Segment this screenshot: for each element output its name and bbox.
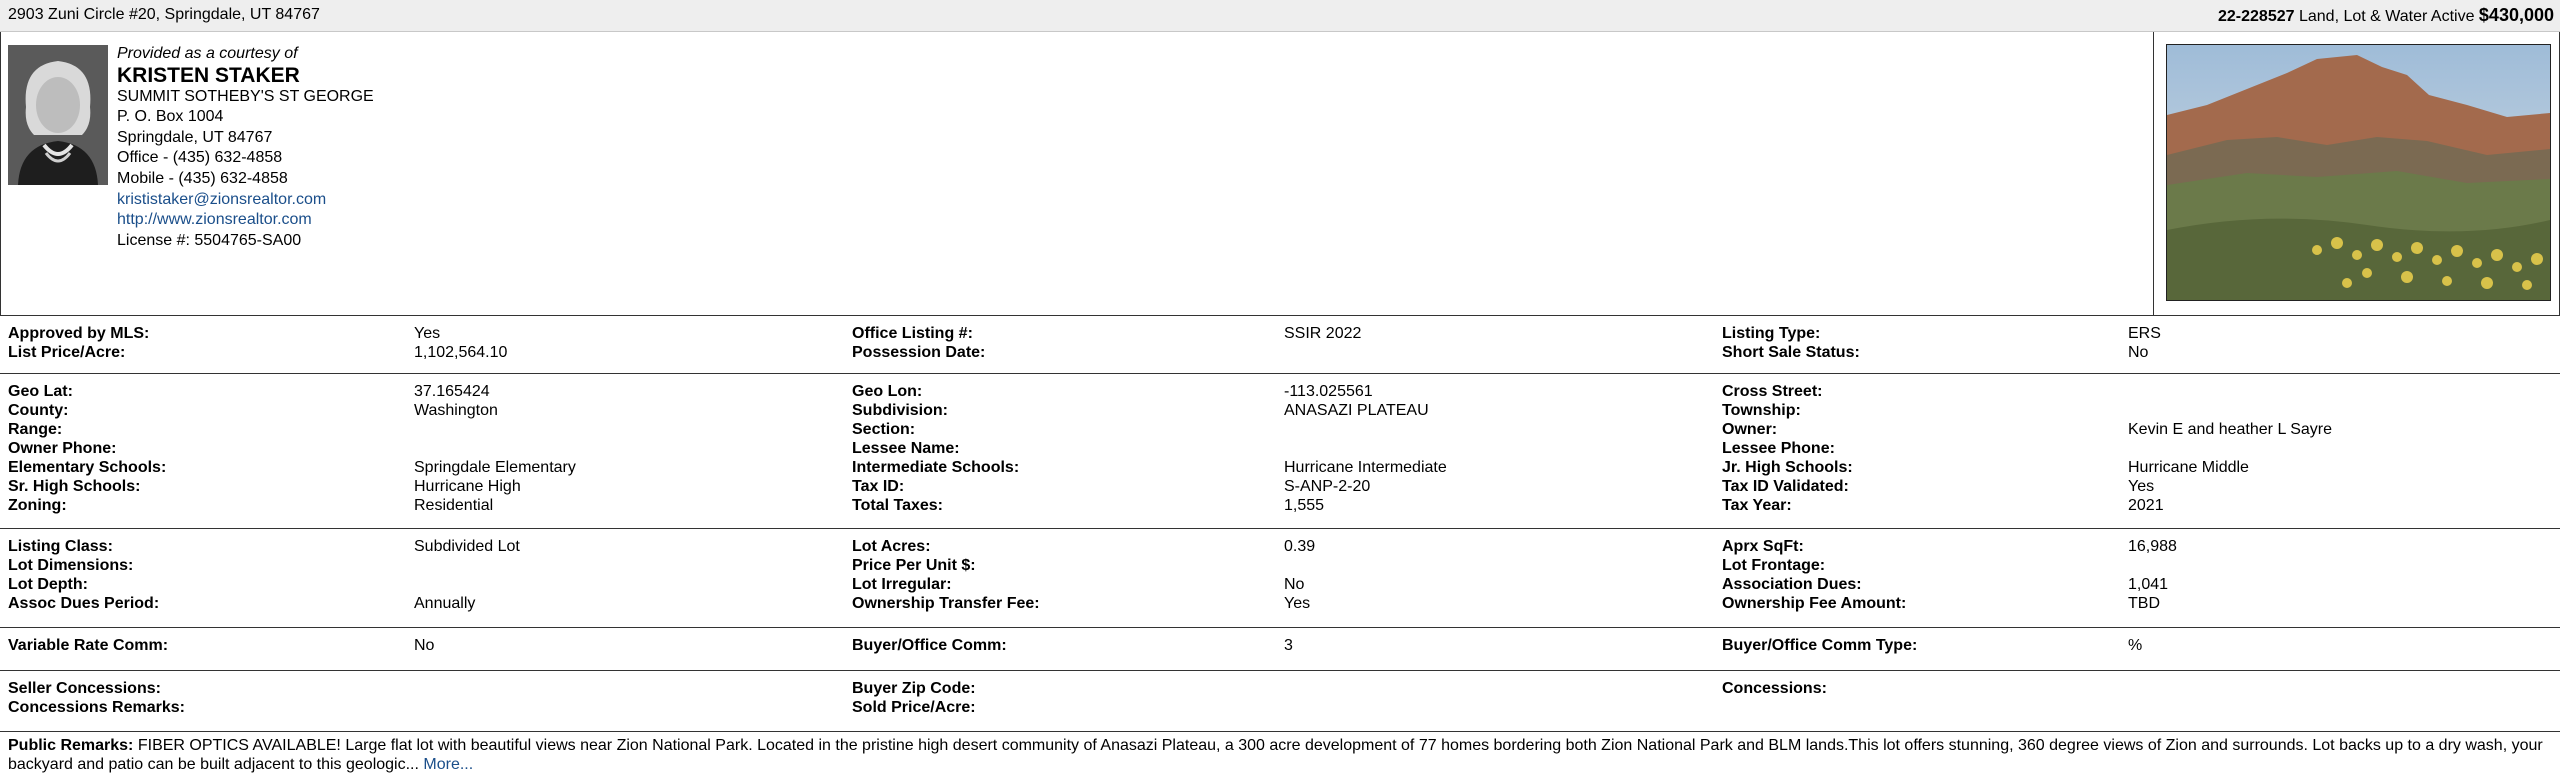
tax-id-value: S-ANP-2-20 <box>1284 478 1371 495</box>
listing-summary <box>2218 5 2554 26</box>
more-link[interactable]: More... <box>423 756 474 773</box>
agent-portrait-image <box>8 45 108 185</box>
county-value: Washington <box>414 402 498 419</box>
agent-mobile-phone: Mobile - (435) 632-4858 <box>117 169 288 187</box>
property-address: 2903 Zuni Circle #20, Springdale, UT 84767 <box>8 6 320 23</box>
agent-name: KRISTEN STAKER <box>117 63 300 87</box>
geo-lon-value: -113.025561 <box>1284 383 1373 400</box>
detail-row <box>0 537 2560 556</box>
geo-lat-value: 37.165424 <box>414 383 490 400</box>
agent-office-phone: Office - (435) 632-4858 <box>117 149 283 167</box>
office-listing-label: Office Listing #: <box>852 325 973 342</box>
subdivision-value: ANASAZI PLATEAU <box>1284 402 1429 419</box>
lot-irregular-label: Lot Irregular: <box>852 576 952 593</box>
detail-row <box>0 575 2560 594</box>
detail-section <box>0 627 2560 670</box>
variable-rate-comm-value: No <box>414 637 435 654</box>
agent-section <box>0 32 2560 315</box>
buyer-zip-code-label: Buyer Zip Code: <box>852 680 976 697</box>
detail-section <box>0 528 2560 627</box>
office-listing-value: SSIR 2022 <box>1284 325 1362 342</box>
detail-section <box>0 670 2560 731</box>
intermediate-schools-label: Intermediate Schools: <box>852 459 1020 476</box>
detail-section <box>0 315 2560 373</box>
listing-class-value: Subdivided Lot <box>414 538 520 555</box>
assoc-dues-period-value: Annually <box>414 595 476 612</box>
listing-type-label: Listing Type: <box>1722 325 1821 342</box>
township-label: Township: <box>1722 402 1801 419</box>
aprx-sqft-value: 16,988 <box>2128 538 2177 555</box>
detail-row <box>0 594 2560 613</box>
sr-high-schools-label: Sr. High Schools: <box>8 478 141 495</box>
price-per-unit-label: Price Per Unit $: <box>852 557 976 574</box>
tax-id-validated-label: Tax ID Validated: <box>1722 478 1849 495</box>
agent-license: License #: 5504765-SA00 <box>117 231 302 249</box>
list-price: $430,000 <box>2478 5 2554 25</box>
mls-number: 22-228527 <box>2218 8 2295 25</box>
total-taxes-label: Total Taxes: <box>852 497 943 514</box>
buyer-office-comm-label: Buyer/Office Comm: <box>852 637 1007 654</box>
owner-label: Owner: <box>1722 421 1778 438</box>
lot-acres-value: 0.39 <box>1284 538 1316 555</box>
remarks-text: FIBER OPTICS AVAILABLE! Large flat lot with beautiful views near Zion National Park. Located in the pristine high desert community of Anasazi Plateau, a 300 acre development of 77 homes bordering both Zion National Park and BLM lands.This lot offers stunning, 360 degree views of Zion and surrounds. Lot backs up to a dry wash, your backyard and patio can be built adjacent to this geologic... <box>8 737 2543 773</box>
lessee-phone-label: Lessee Phone: <box>1722 440 1835 457</box>
concessions-remarks-label: Concessions Remarks: <box>8 699 185 716</box>
agent-photo <box>8 45 108 185</box>
owner-value: Kevin E and heather L Sayre <box>2128 421 2332 438</box>
elementary-schools-label: Elementary Schools: <box>8 459 167 476</box>
zoning-label: Zoning: <box>8 497 67 514</box>
buyer-office-comm-type-label: Buyer/Office Comm Type: <box>1722 637 1918 654</box>
courtesy-text: Provided as a courtesy of <box>117 45 298 62</box>
jr-high-schools-label: Jr. High Schools: <box>1722 459 1853 476</box>
tax-id-label: Tax ID: <box>852 478 905 495</box>
listing-status: Land, Lot & Water Active <box>2298 8 2475 25</box>
elementary-schools-value: Springdale Elementary <box>414 459 576 476</box>
lot-depth-label: Lot Depth: <box>8 576 88 593</box>
zoning-value: Residential <box>414 497 494 514</box>
range-label: Range: <box>8 421 63 438</box>
ownership-fee-amount-value: TBD <box>2128 595 2160 612</box>
listing-class-label: Listing Class: <box>8 538 113 555</box>
detail-row <box>0 343 2560 362</box>
possession-date-label: Possession Date: <box>852 344 986 361</box>
assoc-dues-period-label: Assoc Dues Period: <box>8 595 160 612</box>
detail-row <box>0 458 2560 477</box>
approved-by-mls-label: Approved by MLS: <box>8 325 150 342</box>
ownership-fee-amount-label: Ownership Fee Amount: <box>1722 595 1907 612</box>
property-photo[interactable] <box>2166 44 2551 301</box>
sold-price-acre-label: Sold Price/Acre: <box>852 699 976 716</box>
seller-concessions-label: Seller Concessions: <box>8 680 161 697</box>
photo-divider <box>2153 32 2154 315</box>
detail-row <box>0 496 2560 515</box>
geo-lat-label: Geo Lat: <box>8 383 73 400</box>
lot-frontage-label: Lot Frontage: <box>1722 557 1826 574</box>
variable-rate-comm-label: Variable Rate Comm: <box>8 637 169 654</box>
detail-row <box>0 477 2560 496</box>
intermediate-schools-value: Hurricane Intermediate <box>1284 459 1447 476</box>
buyer-office-comm-value: 3 <box>1284 637 1293 654</box>
jr-high-schools-value: Hurricane Middle <box>2128 459 2249 476</box>
agent-website-link[interactable]: http://www.zionsrealtor.com <box>117 211 312 229</box>
ownership-transfer-fee-label: Ownership Transfer Fee: <box>852 595 1040 612</box>
list-price-acre-label: List Price/Acre: <box>8 344 126 361</box>
approved-by-mls-value: Yes <box>414 325 441 342</box>
detail-row <box>0 382 2560 401</box>
concessions-label: Concessions: <box>1722 680 1827 697</box>
lessee-name-label: Lessee Name: <box>852 440 960 457</box>
agent-po-box: P. O. Box 1004 <box>117 108 224 126</box>
tax-year-value: 2021 <box>2128 497 2164 514</box>
sr-high-schools-value: Hurricane High <box>414 478 521 495</box>
aprx-sqft-label: Aprx SqFt: <box>1722 538 1804 555</box>
detail-row <box>0 420 2560 439</box>
detail-row <box>0 679 2560 698</box>
agent-info <box>117 44 374 251</box>
detail-row <box>0 324 2560 343</box>
detail-row <box>0 439 2560 458</box>
total-taxes-value: 1,555 <box>1284 497 1325 514</box>
landscape-photo-image <box>2167 45 2550 300</box>
ownership-transfer-fee-value: Yes <box>1284 595 1311 612</box>
public-remarks <box>0 731 2560 775</box>
listing-header-bar <box>0 0 2560 32</box>
short-sale-status-label: Short Sale Status: <box>1722 344 1860 361</box>
cross-street-label: Cross Street: <box>1722 383 1823 400</box>
subdivision-label: Subdivision: <box>852 402 948 419</box>
buyer-office-comm-type-value: % <box>2128 637 2143 654</box>
detail-row <box>0 556 2560 575</box>
remarks-label: Public Remarks: <box>8 737 134 754</box>
lot-dimensions-label: Lot Dimensions: <box>8 557 134 574</box>
short-sale-status-value: No <box>2128 344 2149 361</box>
association-dues-value: 1,041 <box>2128 576 2169 593</box>
owner-phone-label: Owner Phone: <box>8 440 117 457</box>
brokerage-name: SUMMIT SOTHEBY'S ST GEORGE <box>117 87 374 105</box>
detail-row <box>0 698 2560 717</box>
association-dues-label: Association Dues: <box>1722 576 1862 593</box>
tax-id-validated-value: Yes <box>2128 478 2155 495</box>
agent-city: Springdale, UT 84767 <box>117 128 273 146</box>
lot-acres-label: Lot Acres: <box>852 538 931 555</box>
detail-row <box>0 636 2560 655</box>
agent-email-link[interactable]: krististaker@zionsrealtor.com <box>117 190 327 208</box>
listing-type-value: ERS <box>2128 325 2161 342</box>
geo-lon-label: Geo Lon: <box>852 383 923 400</box>
tax-year-label: Tax Year: <box>1722 497 1792 514</box>
detail-section <box>0 373 2560 528</box>
section-label: Section: <box>852 421 916 438</box>
detail-row <box>0 401 2560 420</box>
county-label: County: <box>8 402 69 419</box>
lot-irregular-value: No <box>1284 576 1305 593</box>
list-price-acre-value: 1,102,564.10 <box>414 344 508 361</box>
